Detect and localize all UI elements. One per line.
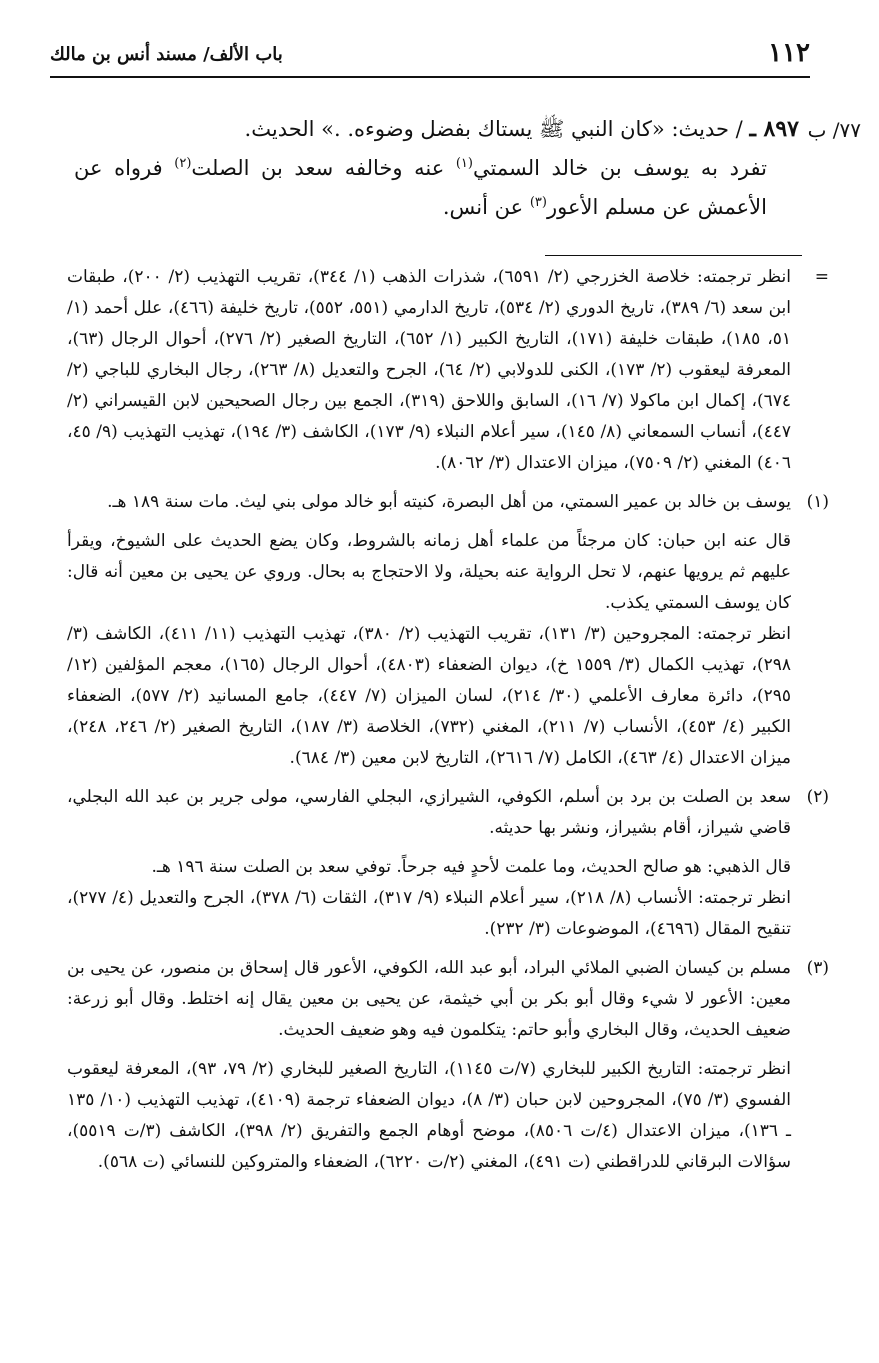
footnote-2-paragraph-2: قال الذهبي: هو صالح الحديث، وما علمت لأحدٍ فيه جرحاً. توفي سعد بن الصلت سنة ١٩٦ هـ.: [151, 857, 791, 877]
commentary-part-b: عنه وخالفه سعد بن الصلت: [191, 156, 456, 180]
header-rule: [50, 76, 810, 78]
footnote-3-paragraph-2: انظر ترجمته: التاريخ الكبير للبخاري (٧/ت ١١٤٥)، التاريخ الصغير للبخاري (٢/ ٧٩، ٩٣)، المعرفة ليعقوب الفسوي (٣/ ٧٥)، المجروحين لابن حبان (٣/ ٨)، ديوان الضعفاء ترجمة (٤١٠٩)، تهذيب التهذيب (١٠/ ١٣٥ ـ ١٣٦)، ميزان الاعتدال (٤/ت ٨٥٠٦)، موضح أوهام الجمع والتفريق (٢/ ٣٩٨)، الكاشف (٣/ت ٥٥١٩)، سؤالات البرقاني للدراقطني (ت ٤٩١)، المغني (٢/ت ٦٢٢٠)، الضعفاء والمتروكين للنسائي (ت ٥٦٨).: [67, 1059, 792, 1172]
page-header: [50, 36, 810, 76]
footnote-ref-3: (٣): [529, 195, 547, 210]
footnote-1: [67, 487, 829, 518]
footnote-1-paragraph-2: قال عنه ابن حبان: كان مرجئاً من علماء أهل زمانه بالشروط، وكان يضع الحديث على الشيوخ، ويقرأ عليهم ثم يرويها عنهم، لا تحل الرواية عنه بحيلة، ولا الاحتجاج به بحال. وروي عن يحيى بن معين أنه قال: كان يوسف السمتي يكذب.: [67, 531, 791, 613]
footnote-continuation: [67, 262, 829, 479]
footnote-ref-1: (١): [455, 156, 473, 171]
running-title: باب الألف/ مسند أنس بن مالك: [50, 44, 283, 65]
footnote-3-number: (٣): [806, 958, 829, 978]
commentary-part-c: فرواه عن الأعمش عن مسلم الأعور: [74, 156, 767, 219]
footnote-2-text: سعد بن الصلت بن برد بن أسلم، الكوفي، الشيرازي، البجلي الفارسي، مولى جرير بن عبد الله البجلي، قاضي شيراز، أقام بشيراز، ونشر بها حديثه.: [67, 787, 791, 838]
footnote-separator: [545, 255, 802, 256]
hadith-line: [74, 110, 799, 149]
hadith-text: / حديث: «كان النبي ﷺ يستاك بفضل وضوءه. .» الحديث.: [244, 117, 743, 141]
footnotes: [67, 262, 829, 1178]
footnote-3-text: مسلم بن كيسان الضبي الملائي البراد، أبو عبد الله، الكوفي، الأعور قال إسحاق بن منصور، عن يحيى بن معين: الأعور لا شيء وقال أبو بكر بن أبي خيثمة، عن يحيى بن معين يقال إنه اختلط. وقال أبو زرعة: ضعيف الحديث، وقال البخاري وأبو حاتم: يتكلمون فيه وهو ضعيف الحديث.: [67, 958, 792, 1040]
manuscript-folio-ref: ٧٧/ ب: [807, 118, 861, 142]
footnote-2-number: (٢): [806, 787, 829, 807]
page-number: ١١٢: [768, 38, 810, 68]
footnote-2-paragraph-3: انظر ترجمته: الأنساب (٨/ ٢١٨)، سير أعلام النبلاء (٩/ ٣١٧)، الثقات (٦/ ٣٧٨)، الجرح والتعديل (٤/ ٢٧٧)، تنقيح المقال (٤٦٩٦)، الموضوعات (٣/ ٢٣٢).: [67, 888, 791, 939]
continuation-mark: =: [814, 267, 829, 287]
hadith-number: ٨٩٧ ـ: [749, 116, 799, 142]
commentary-part-d: عن أنس.: [442, 195, 530, 219]
footnote-1-number: (١): [806, 492, 829, 512]
main-text: [74, 110, 799, 227]
continuation-text: انظر ترجمته: خلاصة الخزرجي (٢/ ٦٥٩١)، شذرات الذهب (١/ ٣٤٤)، تقريب التهذيب (٢/ ٢٠٠)، طبقات ابن سعد (٦/ ٣٨٩)، تاريخ الدوري (٢/ ٥٣٤)، تاريخ الدارمي (٥٥١، ٥٥٢)، تاريخ خليفة (٤٦٦)، علل أحمد (١/ ٥١، ١٨٥)، طبقات خليفة (١٧١)، التاريخ الكبير (١/ ٦٥٢)، التاريخ الصغير (٢/ ٢٧٦)، أحوال الرجال (٦٣)، المعرفة ليعقوب (٢/ ١٧٣)، الكنى للدولابي (٢/ ٦٤)، الجرح والتعديل (٨/ ٢٦٣)، رجال البخاري للباجي (٢/ ٦٧٤)، إكمال ابن ماكولا (٧/ ١٦)، السابق واللاحق (٣١٩)، الجمع بين رجال الصحيحين لابن القيسراني (٢/ ٤٤٧)، أنساب السمعاني (٨/ ١٤٥)، سير أعلام النبلاء (٩/ ١٧٣)، الكاشف (٣/ ١٩٤)، تهذيب التهذيب (٩/ ٤٥، ٤٠٦) المغني (٢/ ٧٥٠٩)، ميزان الاعتدال (٣/ ٨٠٦٢).: [67, 267, 792, 473]
commentary-paragraph: [74, 149, 799, 227]
footnote-2: [67, 782, 829, 844]
footnote-ref-2: (٢): [174, 156, 192, 171]
footnote-1-text: يوسف بن خالد بن عمير السمتي، من أهل البصرة، كنيته أبو خالد مولى بني ليث. مات سنة ١٨٩ هـ.: [107, 492, 791, 512]
commentary-part-a: تفرد به يوسف بن خالد السمتي: [472, 156, 767, 180]
footnote-1-paragraph-3: انظر ترجمته: المجروحين (٣/ ١٣١)، تقريب التهذيب (٢/ ٣٨٠)، تهذيب التهذيب (١١/ ٤١١)، الكاشف (٣/ ٢٩٨)، تهذيب الكمال (٣/ ١٥٥٩ خ)، ديوان الضعفاء (٤٨٠٣)، أحوال الرجال (١٦٥)، معجم المؤلفين (١٢/ ٢٩٥)، دائرة معارف الأعلمي (٣٠/ ٢١٤)، لسان الميزان (٧/ ٤٤٧)، جامع المسانيد (٢/ ٥٧٧)، الضعفاء الكبير (٤/ ٤٥٣)، الأنساب (٧/ ٢١١)، المغني (٧٣٢)، الخلاصة (٣/ ١٨٧)، التاريخ الصغير (٢/ ٢٤٦، ٢٤٨)، ميزان الاعتدال (٤/ ٤٦٣)، الكامل (٧/ ٢٦١٦)، التاريخ لابن معين (٣/ ٦٨٤).: [67, 624, 792, 768]
footnote-3: [67, 953, 829, 1046]
